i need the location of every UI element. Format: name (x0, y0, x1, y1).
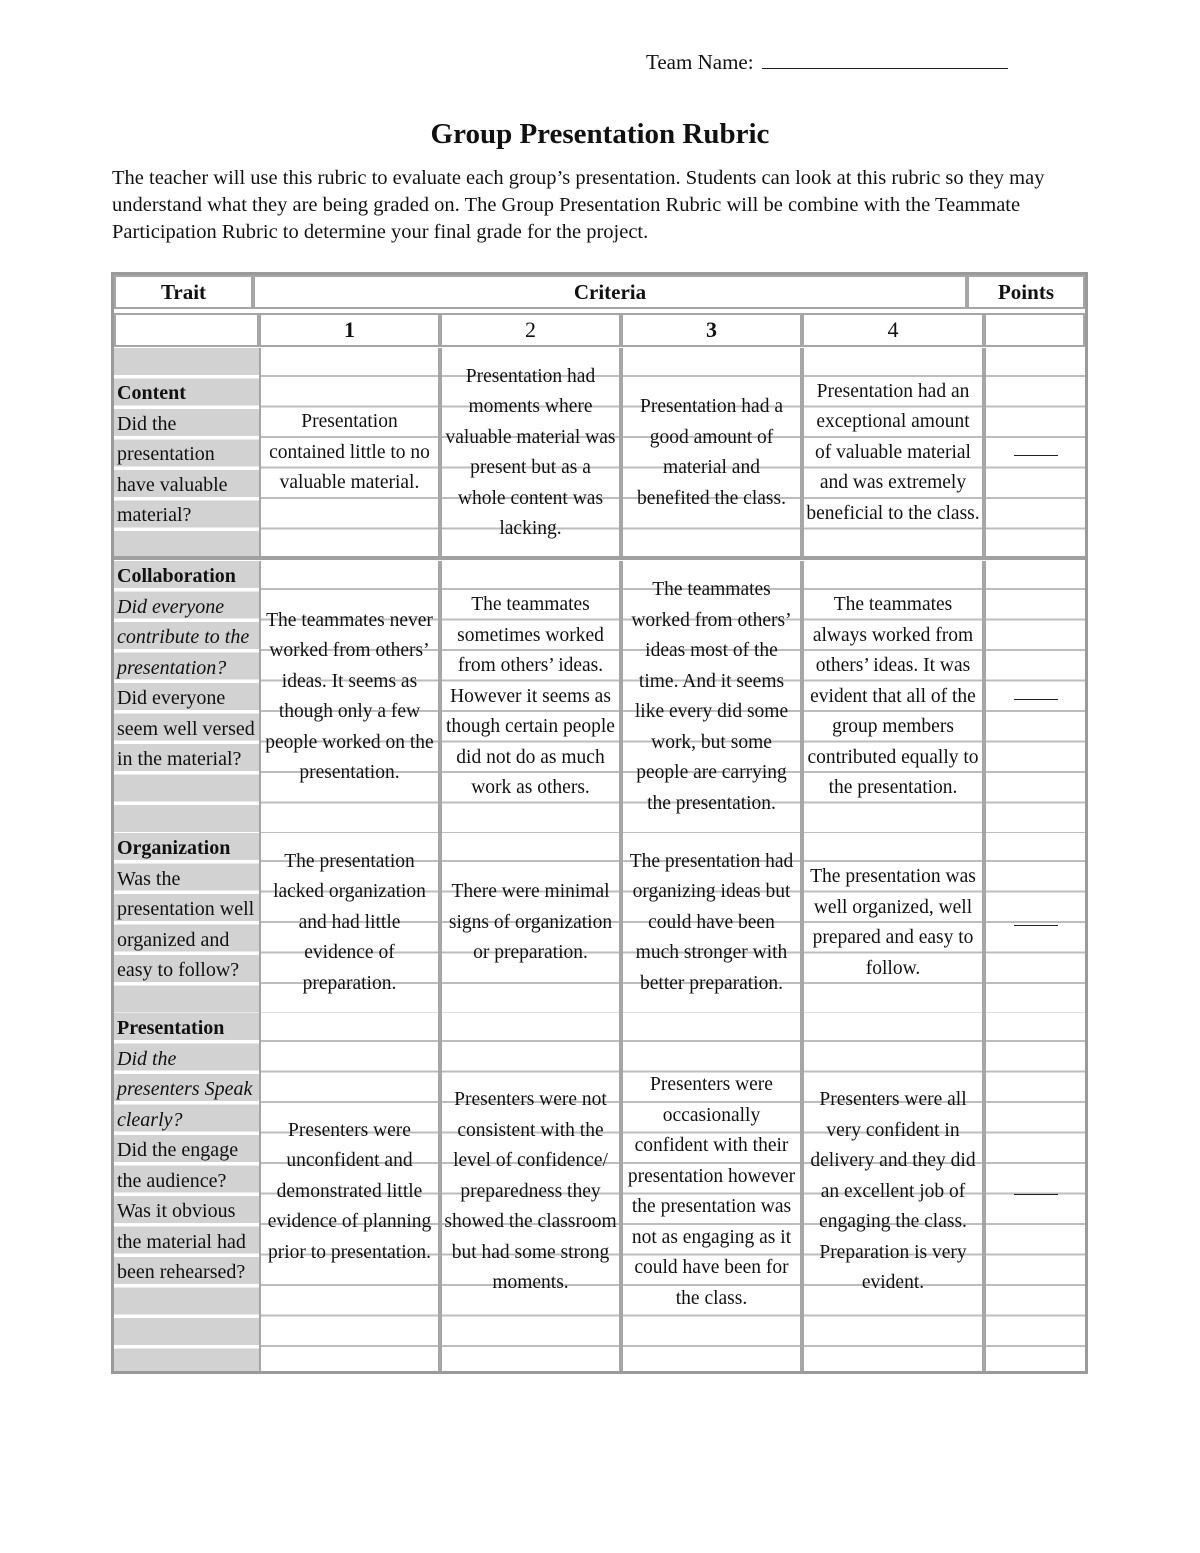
points-blank-line[interactable] (1014, 1190, 1058, 1195)
trait-cell (114, 561, 259, 833)
level-2-header: 2 (440, 313, 621, 347)
criterion-text: Presenters were all very confident in delivery and they did an excellent job of engaging the class. Preparation is very evident. (810, 1089, 976, 1294)
level-2-cell (440, 1013, 621, 1371)
trait-cell (114, 1013, 259, 1371)
rubric-table (111, 272, 1088, 1374)
criterion-text: The teammates always worked from others’ ideas. It was evident that all of the group members contributed equally to the presentation. (807, 594, 979, 799)
trait-name: Organization (117, 837, 231, 859)
criterion-text: The teammates worked from others’ ideas most of the time. And it seems like every did some work, but some people are carrying the presentation. (631, 579, 792, 814)
criteria-header: Criteria (253, 275, 967, 309)
trait-cell (114, 348, 259, 558)
criterion-text: The presentation was well organized, well prepared and easy to follow. (810, 866, 976, 979)
points-cell[interactable] (984, 561, 1085, 833)
points-blank-line[interactable] (1014, 695, 1058, 700)
points-cell[interactable] (984, 1013, 1085, 1371)
criterion-text: The teammates never worked from others’ ideas. It seems as though only a few people worked on the presentation. (265, 609, 434, 783)
points-blank-line[interactable] (1014, 451, 1058, 456)
level-2-cell (440, 561, 621, 833)
trait-question-italic: Did the presenters Speak clearly? (117, 1047, 253, 1131)
criterion-text: Presentation had an exceptional amount of valuable material and was extremely beneficial to the class. (806, 380, 980, 524)
intro-paragraph: The teacher will use this rubric to evaluate each group’s presentation. Students can look at this rubric so they may understand what they are being graded on. The Group Presentation Rubric will be combine with the Teammate Participation Rubric to determine your final grade for the project. (112, 167, 1045, 243)
criterion-text: Presentation had a good amount of material and benefited the class. (637, 396, 786, 509)
criterion-text: The presentation lacked organization and had little evidence of preparation. (273, 850, 426, 994)
points-cell[interactable] (984, 833, 1085, 1013)
level-3-cell (621, 561, 802, 833)
criterion-text: Presentation contained little to no valuable material. (269, 411, 430, 494)
level-2-cell (440, 833, 621, 1013)
rubric-row-presentation (114, 1013, 1085, 1371)
trait-question-italic: Did everyone contribute to the presentation? (117, 595, 250, 679)
level-3-cell (621, 833, 802, 1013)
level-1-cell (259, 561, 440, 833)
team-name-field[interactable] (646, 50, 1008, 75)
team-name-blank[interactable] (762, 50, 1008, 69)
trait-question: Was the presentation well organized and easy to follow? (117, 867, 255, 981)
points-blank-line[interactable] (1014, 921, 1058, 926)
rubric-row-collaboration (114, 561, 1085, 833)
level-4-cell (802, 561, 984, 833)
points-blank (984, 313, 1085, 347)
level-3-header: 3 (621, 313, 802, 347)
team-name-label: Team Name: (646, 50, 754, 74)
level-3-cell (621, 348, 802, 558)
criterion-text: There were minimal signs of organization or preparation. (448, 881, 613, 964)
rubric-row-organization (114, 833, 1085, 1013)
level-1-header: 1 (259, 313, 440, 347)
criterion-text: Presenters were not consistent with the level of confidence/ preparedness they showed the classroom but had some strong moments. (444, 1089, 617, 1294)
trait-name: Collaboration (117, 565, 236, 587)
level-1-cell (259, 348, 440, 558)
level-4-cell (802, 833, 984, 1013)
level-4-cell (802, 1013, 984, 1371)
trait-question: Did everyone seem well versed in the material? (117, 687, 255, 770)
page-title: Group Presentation Rubric (430, 118, 770, 150)
row-divider (114, 556, 1085, 560)
level-4-cell (802, 348, 984, 558)
trait-name: Presentation (117, 1017, 225, 1039)
criterion-text: Presenters were occasionally confident with their presentation however the presentation was not as engaging as it could have been for the class. (627, 1074, 796, 1309)
level-3-cell (621, 1013, 802, 1371)
criterion-text: Presentation had moments where valuable material was present but as a whole content was lacking. (445, 365, 616, 539)
points-header: Points (967, 275, 1085, 309)
trait-cell (114, 833, 259, 1013)
trait-name: Content (117, 382, 186, 404)
level-1-cell (259, 833, 440, 1013)
criterion-text: The presentation had organizing ideas but could have been much stronger with better preparation. (629, 850, 794, 994)
level-1-cell (259, 1013, 440, 1371)
trait-question: Did the engage the audience? Was it obvious the material had been rehearsed? (117, 1139, 246, 1283)
trait-question: Did the presentation have valuable material? (117, 412, 228, 526)
criterion-text: Presenters were unconfident and demonstrated little evidence of planning prior to presentation. (267, 1119, 432, 1263)
points-cell[interactable] (984, 348, 1085, 558)
level-2-cell (440, 348, 621, 558)
criterion-text: The teammates sometimes worked from others’ ideas. However it seems as though certain people did not do as much work as others. (446, 594, 615, 799)
rubric-row-content (114, 348, 1085, 558)
level-blank (114, 313, 259, 347)
level-4-header: 4 (802, 313, 984, 347)
trait-header: Trait (114, 275, 253, 309)
